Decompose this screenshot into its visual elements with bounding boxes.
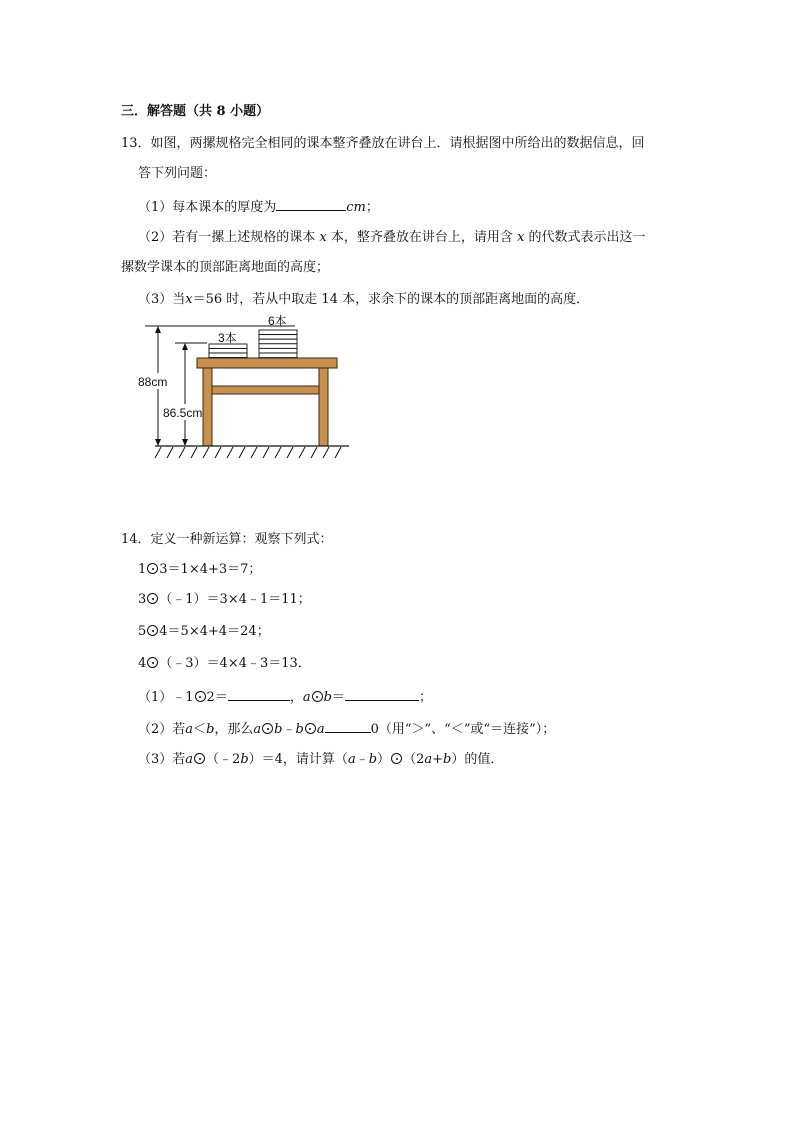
table-leg-right bbox=[319, 368, 328, 446]
q14-example-3 bbox=[138, 622, 270, 642]
q14-p3-var-a2: a bbox=[347, 752, 356, 767]
q13-part1-prefix: （1）每本课本的厚度为 bbox=[138, 200, 277, 215]
q13-part3-text-b: ＝56 时，若从中取走 14 本，求余下的课本的顶部距离地面的高度． bbox=[192, 292, 590, 307]
table-leg-left bbox=[203, 368, 212, 446]
q14-p2-text-c: 0（用“＞”、“＜”或“＝连接”）； bbox=[370, 722, 556, 737]
q13-part2-line1 bbox=[138, 228, 646, 248]
q14-p1-blank-1[interactable] bbox=[228, 686, 290, 701]
q14-p2-text-a: （2）若 bbox=[138, 722, 186, 737]
odot-operator-icon bbox=[391, 753, 402, 764]
q14-p1-eq: ＝ bbox=[331, 690, 345, 705]
q14-number: 14． bbox=[121, 532, 151, 547]
q14-part3 bbox=[138, 750, 503, 770]
odot-operator-icon bbox=[147, 563, 158, 574]
ex4-right: （﹣3）＝4×4﹣3＝13． bbox=[159, 656, 311, 671]
q13-part2-text-b: 本，整齐叠放在讲台上，请用含 bbox=[330, 230, 513, 245]
arrowhead-88-top bbox=[155, 326, 161, 333]
q13-part2-text-a: （2）若有一摞上述规格的课本 bbox=[138, 230, 316, 245]
q13-part2-var2: x bbox=[517, 230, 525, 245]
q14-p1-comma: ， bbox=[289, 690, 303, 705]
q13-number: 13． bbox=[121, 136, 151, 151]
ex4-left: 4 bbox=[138, 656, 147, 671]
q14-p2-var-b: b bbox=[206, 722, 215, 737]
q14-p3-text-h: ）的值． bbox=[451, 752, 504, 767]
q13-stem-line2: 答下列问题： bbox=[138, 166, 217, 181]
q14-p2-var-a2: a bbox=[253, 722, 262, 737]
ex3-left: 5 bbox=[138, 624, 147, 639]
arrowhead-88-bottom bbox=[155, 439, 161, 446]
q14-p1-text-a: （1）﹣1 bbox=[138, 690, 194, 705]
q14-stem-text: 定义一种新运算：观察下列式： bbox=[150, 532, 333, 547]
q14-p2-minus: ﹣ bbox=[282, 722, 296, 737]
q14-p2-var-b3: b bbox=[295, 722, 304, 737]
q13-figure bbox=[135, 312, 355, 462]
q14-p1-var-a: a bbox=[302, 690, 311, 705]
q13-part2-var: x bbox=[319, 230, 327, 245]
q14-part1 bbox=[138, 686, 432, 708]
ex3-right: 4＝5×4+4＝24； bbox=[159, 624, 270, 639]
odot-operator-icon bbox=[147, 593, 158, 604]
q14-p1-end: ； bbox=[418, 690, 432, 705]
q14-p3-paren: ） bbox=[377, 752, 391, 767]
q14-p3-var-a: a bbox=[185, 752, 194, 767]
q14-example-4 bbox=[138, 654, 311, 674]
label-3-books: 3本 bbox=[218, 331, 237, 345]
q13-part3-text-a: （3）当 bbox=[138, 292, 186, 307]
q14-p1-var-b: b bbox=[323, 690, 332, 705]
odot-operator-icon bbox=[262, 723, 273, 734]
q14-p2-var-a: a bbox=[185, 722, 194, 737]
q14-p3-var-b3: b bbox=[443, 752, 452, 767]
book-stack-6 bbox=[259, 330, 297, 358]
q14-p3-var-b2: b bbox=[368, 752, 378, 767]
odot-operator-icon bbox=[147, 625, 158, 636]
q14-p1-blank-2[interactable] bbox=[345, 686, 419, 701]
q14-p3-text-f: （2 bbox=[403, 752, 425, 767]
arrowhead-865-bottom bbox=[182, 439, 188, 446]
q13-part1-unit: cm bbox=[346, 200, 366, 215]
q14-p3-var-a3: a bbox=[424, 752, 433, 767]
odot-operator-icon bbox=[312, 691, 323, 702]
label-88: 88cm bbox=[138, 375, 168, 389]
q14-part2 bbox=[138, 718, 555, 740]
q13-part1-suffix: ； bbox=[365, 200, 379, 215]
q13-stem-text1: 如图，两摞规格完全相同的课本整齐叠放在讲台上．请根据图中所给出的数据信息，回 bbox=[150, 136, 645, 151]
odot-operator-icon bbox=[195, 691, 206, 702]
ex2-right: （﹣1）＝3×4﹣1＝11； bbox=[159, 592, 311, 607]
q13-part3-var: x bbox=[185, 292, 193, 307]
q13-part2-line2: 摞数学课本的顶部距离地面的高度； bbox=[121, 260, 330, 275]
arrowhead-865-top bbox=[182, 343, 188, 350]
q14-p3-plus: + bbox=[432, 752, 444, 767]
section-title: 三．解答题（共 8 小题） bbox=[121, 104, 270, 119]
q14-p2-text-b: ，那么 bbox=[214, 722, 254, 737]
q14-example-2 bbox=[138, 590, 311, 610]
q14-p2-var-a3: a bbox=[316, 722, 325, 737]
odot-operator-icon bbox=[305, 723, 316, 734]
q13-part2-text-c: 的代数式表示出这一 bbox=[528, 230, 646, 245]
q14-p3-text-b: （﹣2 bbox=[206, 752, 241, 767]
ex2-left: 3 bbox=[138, 592, 147, 607]
odot-operator-icon bbox=[147, 657, 158, 668]
q14-example-1 bbox=[138, 560, 261, 580]
ground-hatching bbox=[155, 447, 341, 458]
q14-p3-var-b: b bbox=[240, 752, 249, 767]
q13-part1-blank[interactable] bbox=[276, 196, 346, 211]
label-6-books: 6本 bbox=[268, 314, 287, 328]
q13-part1 bbox=[138, 196, 379, 218]
table-stretcher bbox=[212, 386, 319, 394]
q14-p2-var-b2: b bbox=[274, 722, 283, 737]
book-stack-3 bbox=[209, 344, 247, 358]
q14-p3-text-a: （3）若 bbox=[138, 752, 186, 767]
q14-p3-minus: ﹣ bbox=[355, 752, 369, 767]
ex1-right: 3＝1×4+3＝7； bbox=[159, 562, 262, 577]
q14-stem bbox=[121, 530, 333, 550]
odot-operator-icon bbox=[194, 753, 205, 764]
q14-p2-lt: ＜ bbox=[193, 722, 207, 737]
q14-p3-text-c: ）＝4，请计算（ bbox=[248, 752, 348, 767]
ex1-left: 1 bbox=[138, 562, 147, 577]
q14-p2-blank[interactable] bbox=[325, 718, 371, 733]
label-865: 86.5cm bbox=[163, 406, 203, 420]
table-top bbox=[197, 358, 337, 368]
q14-p1-text-b: 2＝ bbox=[206, 690, 228, 705]
q13-stem-line1 bbox=[121, 134, 645, 154]
q13-part3 bbox=[138, 290, 589, 310]
